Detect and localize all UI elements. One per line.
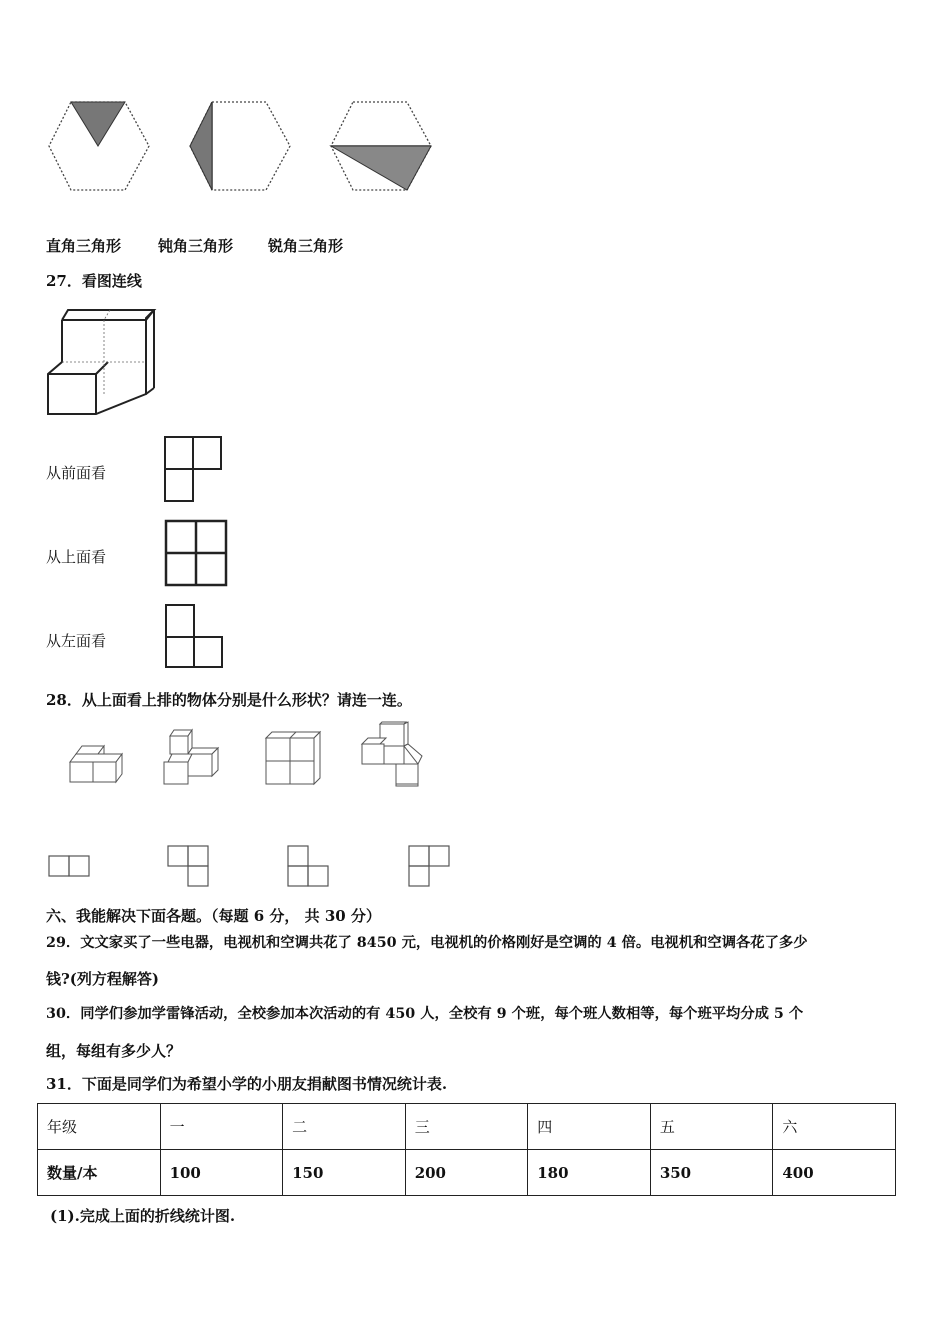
q31-title: 31．下面是同学们为希望小学的小朋友捐献图书情况统计表. — [46, 1075, 448, 1093]
q28-object-2[interactable] — [162, 728, 224, 788]
q27-view-top-label: 从上面看 — [46, 548, 107, 566]
q30-line1: 30．同学们参加学雷锋活动，全校参加本次活动的有 450 人，全校有 9 个班，每个班人数相等，每个班平均分成 5 个 — [46, 1006, 804, 1022]
q27-view-left-label: 从左面看 — [46, 632, 107, 650]
q31-sub1: (1).完成上面的折线统计图. — [50, 1207, 236, 1225]
table-cell: 四 — [528, 1104, 651, 1150]
q28-topview-d[interactable] — [408, 845, 452, 887]
label-acute-triangle: 锐角三角形 — [268, 237, 344, 255]
q30-line2: 组，每组有多少人？ — [46, 1042, 182, 1060]
q27-front-view-grid[interactable] — [164, 436, 224, 502]
label-right-triangle: 直角三角形 — [46, 237, 122, 255]
table-cell: 400 — [773, 1150, 896, 1196]
section6-title: 六、我能解决下面各题。（每题 6 分， 共 30 分） — [46, 907, 381, 925]
q28-title: 28．从上面看上排的物体分别是什么形状？请连一连。 — [46, 691, 412, 709]
table-cell: 五 — [650, 1104, 773, 1150]
q27-cube-figure — [46, 304, 156, 418]
table-cell: 二 — [283, 1104, 406, 1150]
q28-object-1[interactable] — [68, 740, 124, 786]
table-cell: 150 — [283, 1150, 406, 1196]
q29-line1: 29．文文家买了一些电器，电视机和空调共花了 8450 元，电视机的价格刚好是空调的 4 倍。电视机和空调各花了多少 — [46, 935, 808, 951]
table-cell: 三 — [405, 1104, 528, 1150]
hexagon-acute-triangle — [329, 100, 433, 192]
table-cell: 六 — [773, 1104, 896, 1150]
table-cell: 年级 — [38, 1104, 161, 1150]
table-cell: 180 — [528, 1150, 651, 1196]
q28-object-4[interactable] — [360, 720, 424, 786]
q28-object-3[interactable] — [264, 730, 322, 786]
table-header-row — [38, 1104, 896, 1150]
table-cell: 200 — [405, 1150, 528, 1196]
q28-topview-a[interactable] — [48, 855, 90, 877]
q28-topview-c[interactable] — [287, 845, 331, 887]
q27-top-view-grid[interactable] — [164, 519, 228, 587]
q31-stats-table — [37, 1103, 896, 1196]
table-cell: 数量/本 — [38, 1150, 161, 1196]
hexagon-obtuse-triangle — [188, 100, 292, 192]
table-cell: 一 — [160, 1104, 283, 1150]
table-cell: 350 — [650, 1150, 773, 1196]
q27-view-front-label: 从前面看 — [46, 464, 107, 482]
label-obtuse-triangle: 钝角三角形 — [158, 237, 234, 255]
hexagon-right-triangle — [47, 100, 151, 192]
q29-line2: 钱?(列方程解答) — [46, 970, 159, 988]
table-cell: 100 — [160, 1150, 283, 1196]
q27-title: 27．看图连线 — [46, 272, 142, 290]
q27-left-view-grid[interactable] — [164, 603, 226, 669]
q28-topview-b[interactable] — [167, 845, 211, 887]
table-row — [38, 1150, 896, 1196]
